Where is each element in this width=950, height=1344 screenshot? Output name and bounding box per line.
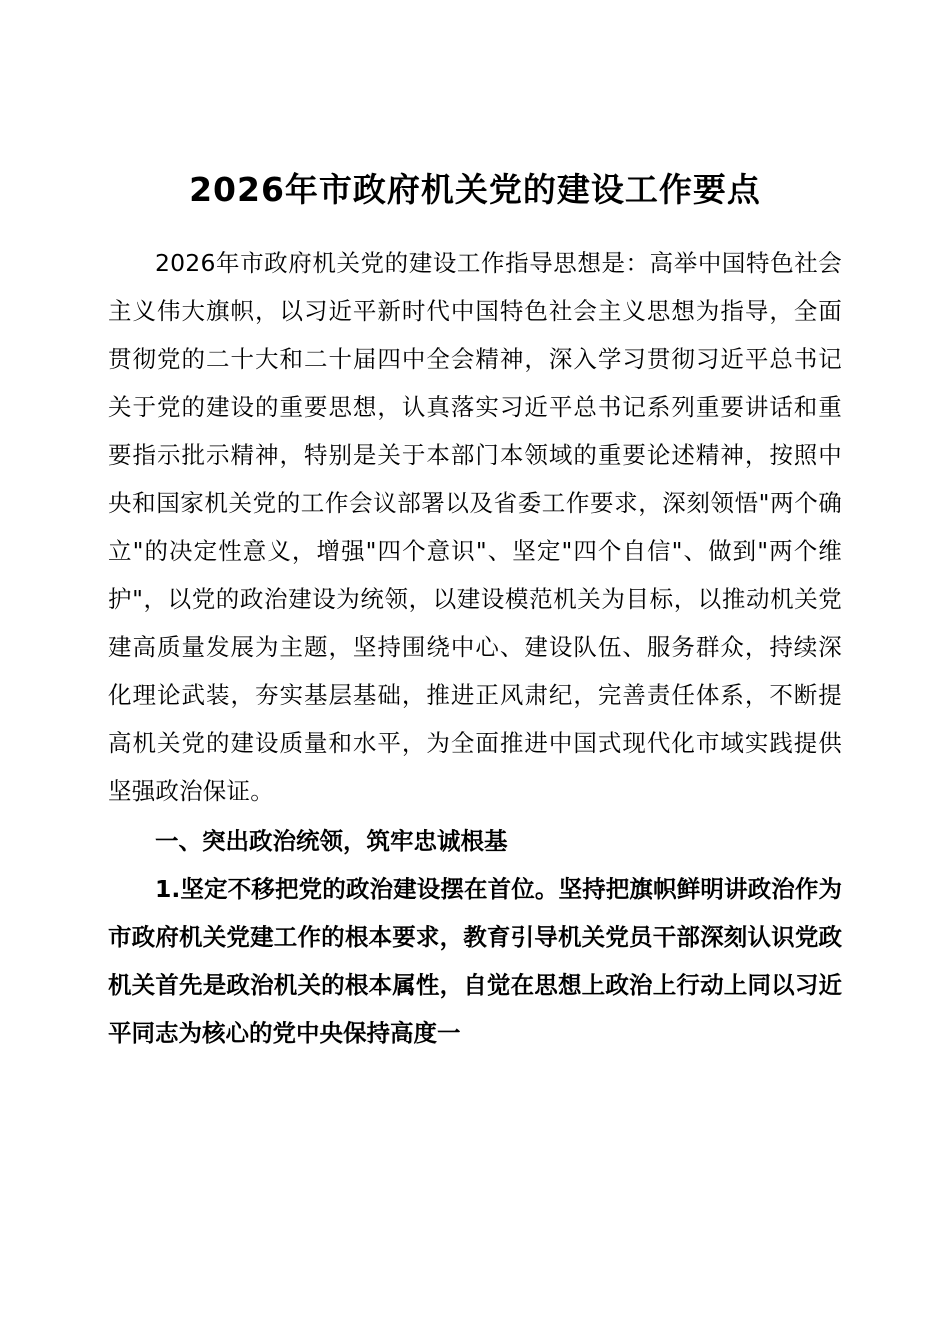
- section-heading-one: 一、突出政治统领，筑牢忠诚根基: [155, 826, 508, 855]
- paragraph-guiding-thought: 2026年市政府机关党的建设工作指导思想是：高举中国特色社会主义伟大旗帜，以习近平新时代中国特色社会主义思想为指导，全面贯彻党的二十大和二十届四中全会精神，深入学习贯彻习近平总书记关于党的建设的重要思想，认真落实习近平总书记系列重要讲话和重要指示批示精神，特别是关于本部门本领域的重要论述精神，按照中央和国家机关党的工作会议部署以及省委工作要求，深刻领悟"两个确立"的决定性意义，增强"四个意识"、坚定"四个自信"、做到"两个维护"，以党的政治建设为统领，以建设模范机关为目标，以推动机关党建高质量发展为主题，坚持围绕中心、建设队伍、服务群众，持续深化理论武装，夯实基层基础，推进正风肃纪，完善责任体系，不断提高机关党的建设质量和水平，为全面推进中国式现代化市域实践提供坚强政治保证。: [108, 248, 842, 805]
- page-title: 2026年市政府机关党的建设工作要点: [189, 170, 761, 209]
- paragraph-item-1: 1.坚定不移把党的政治建设摆在首位。坚持把旗帜鲜明讲政治作为市政府机关党建工作的根本要求，教育引导机关党员干部深刻认识党政机关首先是政治机关的根本属性，自觉在思想上政治上行动上同以习近平同志为核心的党中央保持高度一: [108, 874, 842, 1047]
